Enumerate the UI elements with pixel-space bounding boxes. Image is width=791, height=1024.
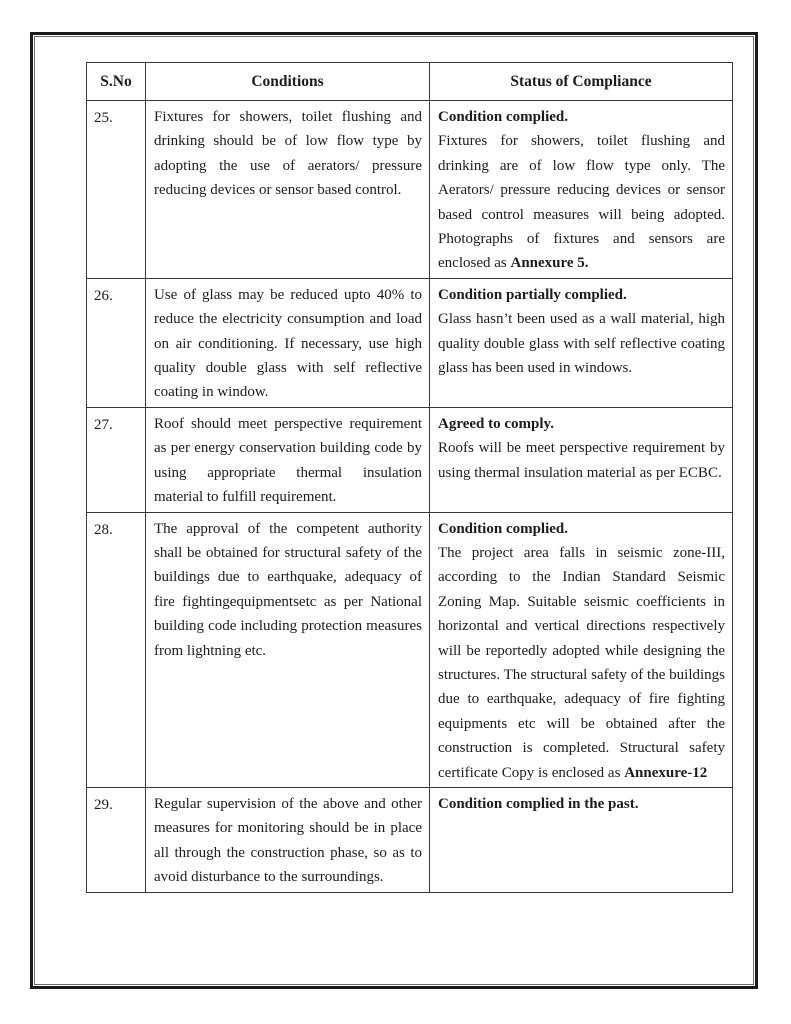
status-annexure-ref: Annexure-12 [624, 764, 708, 781]
table-header-row [87, 63, 733, 101]
col-header-status: Status of Compliance [430, 63, 733, 101]
status-lead-text: Condition complied in the past. [438, 795, 639, 812]
table-row-26 [87, 278, 733, 407]
col-header-sno: S.No [87, 63, 146, 101]
cell-condition: Use of glass may be reduced upto 40% to reduce the electricity consumption and load on air conditioning. If necessary, use high quality double glass with self reflective coating in window. [146, 278, 430, 407]
status-body-text [438, 307, 725, 380]
cell-condition: Roof should meet perspective requirement as per energy conservation building code by using appropriate thermal insulation material to fulfill requirement. [146, 407, 430, 512]
cell-status [430, 278, 733, 407]
status-body-text [438, 436, 725, 485]
cell-status [430, 787, 733, 892]
compliance-table [86, 62, 733, 893]
status-lead-text: Condition partially complied. [438, 286, 627, 303]
cell-status [430, 407, 733, 512]
status-body-span: Roofs will be meet perspective requirement by using thermal insulation material as per ECBC. [438, 440, 725, 481]
status-body-span: The project area falls in seismic zone-III, according to the Indian Standard Seismic Zoning Map. Suitable seismic coefficients in horizontal and vertical directions respectively will be reportedly adopted while designing the structures. The structural safety of the buildings due to earthquake, adequacy of fire fighting equipments etc will be obtained after the construction is completed. Structural safety certificate Copy is enclosed as [438, 544, 725, 781]
cell-condition: Regular supervision of the above and other measures for monitoring should be in place all through the construction phase, so as to avoid disturbance to the surroundings. [146, 787, 430, 892]
cell-sno: 27. [87, 407, 146, 512]
table-row-27 [87, 407, 733, 512]
status-lead-text: Agreed to comply. [438, 415, 554, 432]
status-lead-text: Condition complied. [438, 520, 569, 537]
status-body-span: Fixtures for showers, toilet flushing and drinking are of low flow type only. The Aerators/ pressure reducing devices or sensor based control measures will being adopted. Photographs of fixtures and sensors are enclosed as [438, 133, 725, 272]
cell-sno: 28. [87, 512, 146, 787]
cell-sno: 26. [87, 278, 146, 407]
table-row-25 [87, 101, 733, 279]
cell-condition: The approval of the competent authority shall be obtained for structural safety of the buildings due to earthquake, adequacy of fire fightingequipmentsetc as per National building code including protection measures from lightning etc. [146, 512, 430, 787]
status-annexure-ref: Annexure 5. [510, 255, 589, 272]
table-row-29 [87, 787, 733, 892]
status-body-text [438, 541, 725, 785]
status-body-span: Glass hasn’t been used as a wall material, high quality double glass with self reflective coating glass has been used in windows. [438, 311, 725, 377]
cell-condition: Fixtures for showers, toilet flushing and drinking should be of low flow type by adopting the use of aerators/ pressure reducing devices or sensor based control. [146, 101, 430, 279]
cell-status [430, 101, 733, 279]
status-body-text [438, 129, 725, 275]
table-row-28 [87, 512, 733, 787]
cell-sno: 25. [87, 101, 146, 279]
col-header-conditions: Conditions [146, 63, 430, 101]
cell-status [430, 512, 733, 787]
status-lead-text: Condition complied. [438, 109, 569, 125]
cell-sno: 29. [87, 787, 146, 892]
